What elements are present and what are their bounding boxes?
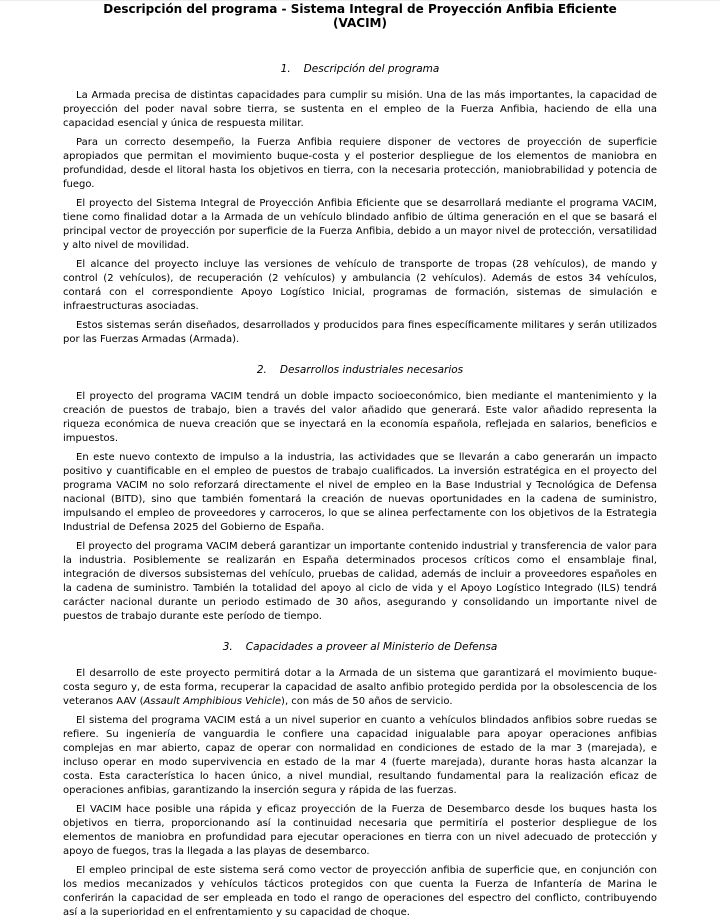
- paragraph-aav-pre: El desarrollo de este proyecto permitirá dotar a la Armada de un sistema que garantizará el movimiento buque-costa seguro y, de esta forma, recuperar la capacidad de asalto anfibio protegido perdida por la obsolescencia de los veteranos AAV (: [63, 668, 657, 707]
- document-title-line2: (VACIM): [333, 16, 387, 30]
- document-title: [63, 2, 657, 30]
- paragraph-empleo-principal: El empleo principal de este sistema será como vector de proyección anfibia de superficie que, en conjunción con los medios mecanizados y vehículos tácticos protegidos con que cuenta la Fuerza de Infantería de Marina le conferirán la capacidad de ser empleada en todo el rango de operaciones del espectro del conflicto, contribuyendo así a la superioridad en el enfrentamiento y su capacidad de choque.: [63, 865, 657, 918]
- section-1-heading: [63, 63, 657, 76]
- section-2-heading-text: Desarrollos industriales necesarios: [279, 364, 464, 376]
- paragraph-contexto-impulso-industria: En este nuevo contexto de impulso a la industria, las actividades que se llevarán a cabo generarán un impacto positivo y cuantificable en el empleo de puestos de trabajo cualificados. La inversión estratégica en el proyecto del programa VACIM no solo reforzará directamente el nivel de empleo en la Base Industrial y Tecnológica de Defensa nacional (BITD), sino que también fomentará la creación de nuevas oportunidades en la cadena de suministro, impulsando el empleo de proveedores y carroceros, lo que se alinea perfectamente con los objetivos de la Estrategia Industrial de Defensa 2025 del Gobierno de España.: [63, 452, 657, 533]
- section-3-heading: [63, 641, 657, 654]
- section-3-heading-text: Capacidades a proveer al Ministerio de Defensa: [245, 641, 498, 653]
- paragraph-desarrollo-proyecto-aav: [63, 667, 657, 709]
- paragraph-alcance-proyecto: El alcance del proyecto incluye las versiones de vehículo de transporte de tropas (28 vehículos), de mando y control (2 vehículos), de recuperación (2 vehículos) y ambulancia (2 vehículos). Además de estos 34 vehículos, contará con el correspondiente Apoyo Logístico Inicial, programas de formación, sistemas de simulación e infraestructuras asociadas.: [63, 259, 657, 312]
- paragraph-nivel-superior: El sistema del programa VACIM está a un nivel superior en cuanto a vehículos blindados anfibios sobre ruedas se refiere. Su ingeniería de vanguardia le confiere una capacidad inigualable para apoyar operaciones anfibias complejas en mar abierto, capaz de operar con normalidad en condiciones de estado de la mar 3 (marejada), e incluso operar en modo supervivencia en estado de la mar 4 (fuerte marejada), durante horas hasta alcanzar la costa. Esta característica lo hacen único, a nivel mundial, resultando fundamental para la realización eficaz de operaciones anfibias, garantizando la inserción segura y rápida de las fuerzas.: [63, 715, 657, 796]
- title-spacer: [63, 30, 657, 46]
- section-1-number: 1.: [280, 63, 291, 75]
- paragraph-aav-italic: Assault Amphibious Vehicle: [143, 696, 282, 707]
- paragraph-sistemas-fines-militares: Estos sistemas serán diseñados, desarrollados y producidos para fines específicamente militares y serán utilizados por las Fuerzas Armadas (Armada).: [63, 320, 657, 345]
- section-2-heading: [63, 364, 657, 377]
- paragraph-proyecto-sistema-integral: El proyecto del Sistema Integral de Proyección Anfibia Eficiente que se desarrollará mediante el programa VACIM, tiene como finalidad dotar a la Armada de un vehículo blindado anfibio de última generación en el que se basará el principal vector de proyección por superficie de la Fuerza Anfibia, debido a un mayor nivel de protección, versatilidad y alto nivel de movilidad.: [63, 198, 657, 251]
- paragraph-aav-post: ), con más de 50 años de servicio.: [281, 696, 453, 707]
- paragraph-correcto-desempeno: Para un correcto desempeño, la Fuerza Anfibia requiere disponer de vectores de proyección de superficie apropiados que permitan el movimiento buque-costa y el posterior despliegue de los elementos de maniobra en profundidad, desde el litoral hasta los objetivos en tierra, con la necesaria protección, maniobrabilidad y potencia de fuego.: [63, 137, 657, 190]
- section-3-number: 3.: [222, 641, 233, 653]
- paragraph-vacim-proyeccion: El VACIM hace posible una rápida y eficaz proyección de la Fuerza de Desembarco desde los buques hasta los objetivos en tierra, proporcionando así la continuidad necesaria que permitiría el posterior despliegue de los elementos de maniobra en profundidad para ejecutar operaciones en tierra con un nivel adecuado de protección y apoyo de fuegos, tras la llegada a las playas de desembarco.: [63, 804, 657, 857]
- paragraph-armada-capacidades: La Armada precisa de distintas capacidades para cumplir su misión. Una de las más importantes, la capacidad de proyección del poder naval sobre tierra, se sustenta en el empleo de la Fuerza Anfibia, haciendo de ella una capacidad esencial y única de respuesta militar.: [63, 90, 657, 129]
- section-2-number: 2.: [256, 364, 267, 376]
- section-1-heading-text: Descripción del programa: [303, 63, 440, 75]
- document-title-line1: Descripción del programa - Sistema Integral de Proyección Anfibia Eficiente: [103, 2, 617, 16]
- paragraph-doble-impacto: El proyecto del programa VACIM tendrá un doble impacto socioeconómico, bien mediante el mantenimiento y la creación de puestos de trabajo, bien a través del valor añadido que generará. Este valor añadido representa la riqueza económica de nueva creación que se inyectará en la economía española, reflejada en salarios, beneficios e impuestos.: [63, 391, 657, 444]
- paragraph-contenido-industrial: El proyecto del programa VACIM deberá garantizar un importante contenido industrial y transferencia de valor para la industria. Posiblemente se realizarán en España determinados procesos críticos como el ensamblaje final, integración de diversos subsistemas del vehículo, pruebas de calidad, además de incluir a proveedores españoles en la cadena de suministro. También la totalidad del apoyo al ciclo de vida y el Apoyo Logístico Integrado (ILS) tendrá carácter nacional durante un periodo estimado de 30 años, asegurando y consolidando un importante nivel de puestos de trabajo durante este período de tiempo.: [63, 541, 657, 622]
